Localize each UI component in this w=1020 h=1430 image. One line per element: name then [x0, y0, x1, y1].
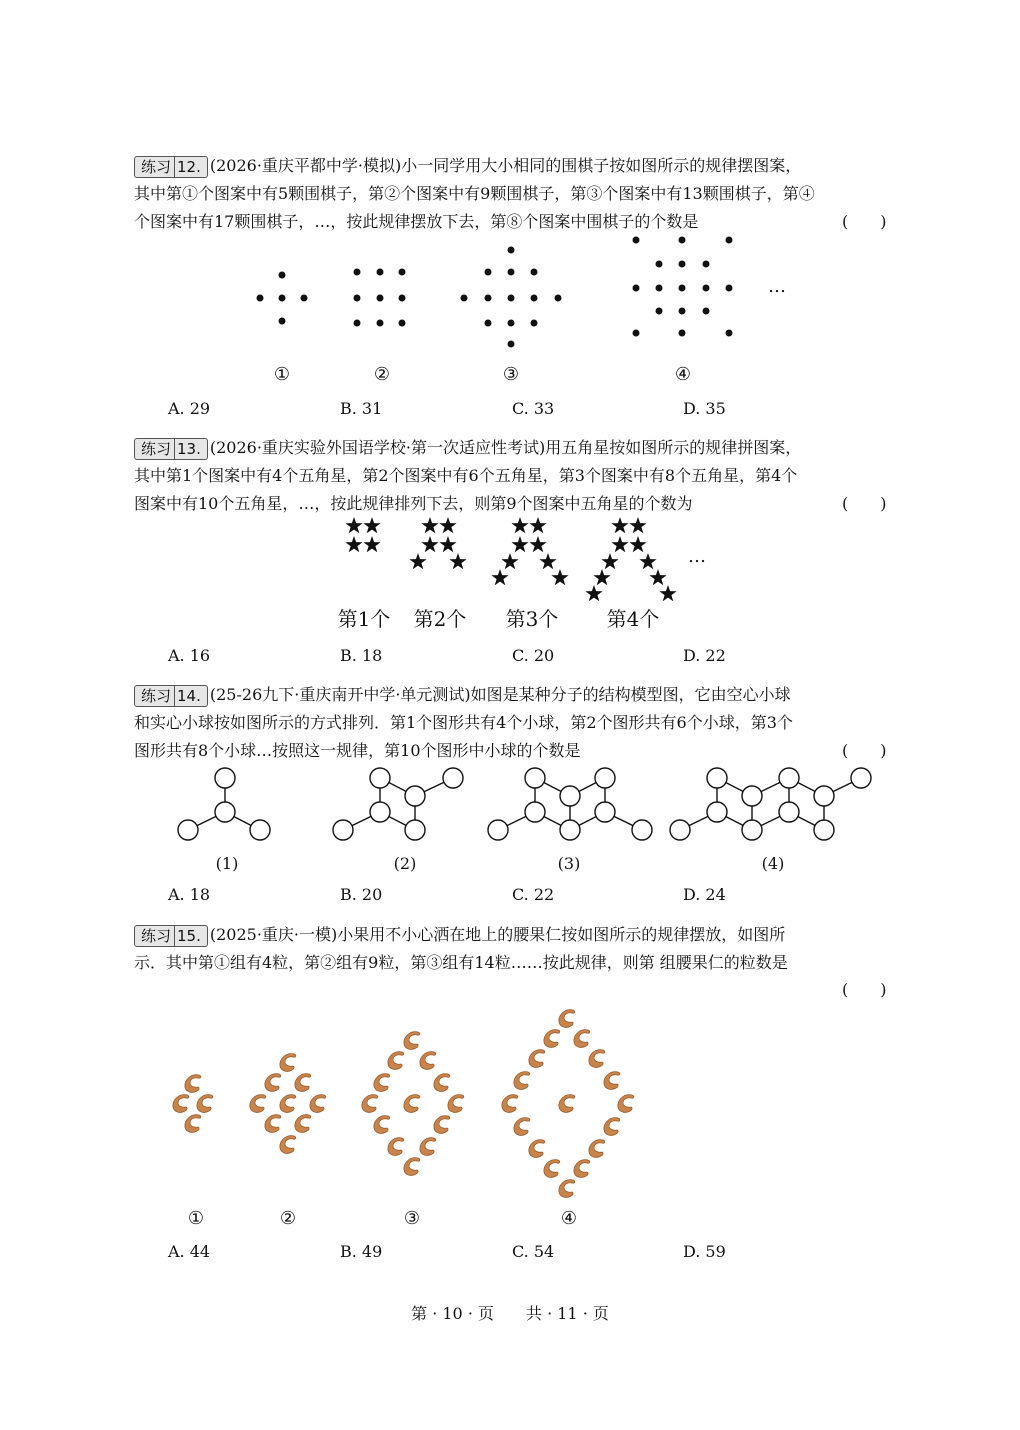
stone	[279, 272, 286, 279]
pattern-2	[250, 1054, 326, 1154]
answer-blank: ( )	[842, 741, 887, 760]
option-b[interactable]: B. 31	[340, 399, 383, 418]
figure-label: ④	[560, 1208, 578, 1229]
option-d[interactable]: D. 59	[683, 1242, 726, 1261]
option-c[interactable]: C. 54	[512, 1242, 555, 1261]
stone	[279, 318, 286, 325]
pattern-2	[409, 517, 466, 569]
exercise-tag: 练习 12.	[134, 156, 208, 178]
problem-14-line-1: 练习 14. (25-26九下·重庆南开中学·单元测试)如图是某种分子的结构模型图，它由空心小球	[134, 684, 894, 707]
figure-label: (1)	[215, 854, 239, 873]
figure-label: 第2个	[413, 607, 467, 631]
stone	[301, 295, 308, 302]
pattern-2	[354, 269, 406, 327]
answer-blank: ( )	[842, 494, 887, 513]
molecule-2	[333, 768, 463, 840]
pattern-3	[362, 1032, 464, 1176]
problem-14-line-3: 图形共有8个小球…按照这一规律，第10个图形中小球的个数是	[134, 741, 581, 760]
molecule-3	[488, 768, 652, 840]
option-a[interactable]: A. 29	[168, 399, 211, 418]
pattern-1	[173, 1075, 213, 1133]
molecule-4	[670, 768, 871, 840]
figure-label: ①	[187, 1208, 205, 1229]
option-c[interactable]: C. 22	[512, 885, 555, 904]
option-a[interactable]: A. 44	[168, 1242, 211, 1261]
answer-blank: ( )	[842, 980, 887, 999]
figure-label: (2)	[393, 854, 417, 873]
figure-label: 第1个	[337, 607, 391, 631]
figure-label: ①	[273, 364, 291, 385]
option-d[interactable]: D. 35	[683, 399, 726, 418]
pattern-4	[502, 1010, 634, 1198]
pattern-1	[257, 272, 308, 325]
answer-blank: ( )	[842, 212, 887, 231]
pattern-3	[491, 517, 568, 585]
figure-label: ②	[279, 1208, 297, 1229]
problem-13-line-2: 其中第1个图案中有4个五角星，第2个图案中有6个五角星，第3个图案中有8个五角星，第4个	[134, 466, 798, 485]
problem-14-line-2: 和实心小球按如图所示的方式排列．第1个图形共有4个小球，第2个图形共有6个小球，第3个	[134, 713, 793, 732]
problem-12-line-1: 练习 12. (2026·重庆平都中学·模拟)小一同学用大小相同的围棋子按如图所示的规律摆图案，	[134, 155, 894, 178]
problem-13-line-3: 图案中有10个五角星，…，按此规律排列下去，则第9个图案中五角星的个数为	[134, 494, 693, 513]
option-d[interactable]: D. 22	[683, 646, 726, 665]
ellipsis: …	[768, 276, 786, 297]
pattern-1	[345, 517, 380, 552]
problem-12-line-3: 个图案中有17颗围棋子，…，按此规律摆放下去，第⑧个图案中围棋子的个数是	[134, 212, 699, 231]
problem-15-line-1: 练习 15. (2025·重庆·一模)小果用不小心洒在地上的腰果仁按如图所示的规律摆放，如图所	[134, 924, 894, 947]
figure-label: 第3个	[505, 607, 559, 631]
figure-label: 第4个	[606, 607, 660, 631]
go-stone-patterns	[240, 232, 800, 352]
figure-label: ④	[674, 364, 692, 385]
exercise-tag: 练习 13.	[134, 438, 208, 460]
star-patterns	[330, 512, 710, 607]
stone	[279, 295, 286, 302]
option-c[interactable]: C. 33	[512, 399, 555, 418]
pattern-4	[633, 237, 733, 337]
figure-label: ②	[373, 364, 391, 385]
figure-label: (3)	[557, 854, 581, 873]
option-b[interactable]: B. 18	[340, 646, 383, 665]
option-d[interactable]: D. 24	[683, 885, 726, 904]
option-c[interactable]: C. 20	[512, 646, 555, 665]
option-b[interactable]: B. 49	[340, 1242, 383, 1261]
exercise-tag: 练习 14.	[134, 685, 208, 707]
pattern-4	[585, 517, 676, 601]
problem-13-line-1: 练习 13. (2026·重庆实验外国语学校·第一次适应性考试)用五角星按如图所示的规律拼图案，	[134, 437, 894, 460]
molecule-patterns	[165, 762, 885, 850]
pattern-3	[461, 247, 562, 348]
cashew-patterns	[160, 998, 660, 1203]
problem-12-line-2: 其中第①个图案中有5颗围棋子，第②个图案中有9颗围棋子，第③个图案中有13颗围棋子，第④	[134, 184, 815, 203]
figure-label: ③	[502, 364, 520, 385]
ellipsis: …	[688, 546, 706, 567]
option-b[interactable]: B. 20	[340, 885, 383, 904]
option-a[interactable]: A. 16	[168, 646, 211, 665]
exercise-tag: 练习 15.	[134, 925, 208, 947]
problem-15-line-2: 示．其中第①组有4粒，第②组有9粒，第③组有14粒……按此规律，则第 组腰果仁的粒数是	[134, 953, 788, 972]
figure-label: ③	[403, 1208, 421, 1229]
stone	[257, 295, 264, 302]
figure-label: (4)	[761, 854, 785, 873]
option-a[interactable]: A. 18	[168, 885, 211, 904]
page-footer: 第 · 10 · 页 共 · 11 · 页	[411, 1304, 609, 1323]
molecule-1	[178, 768, 270, 840]
